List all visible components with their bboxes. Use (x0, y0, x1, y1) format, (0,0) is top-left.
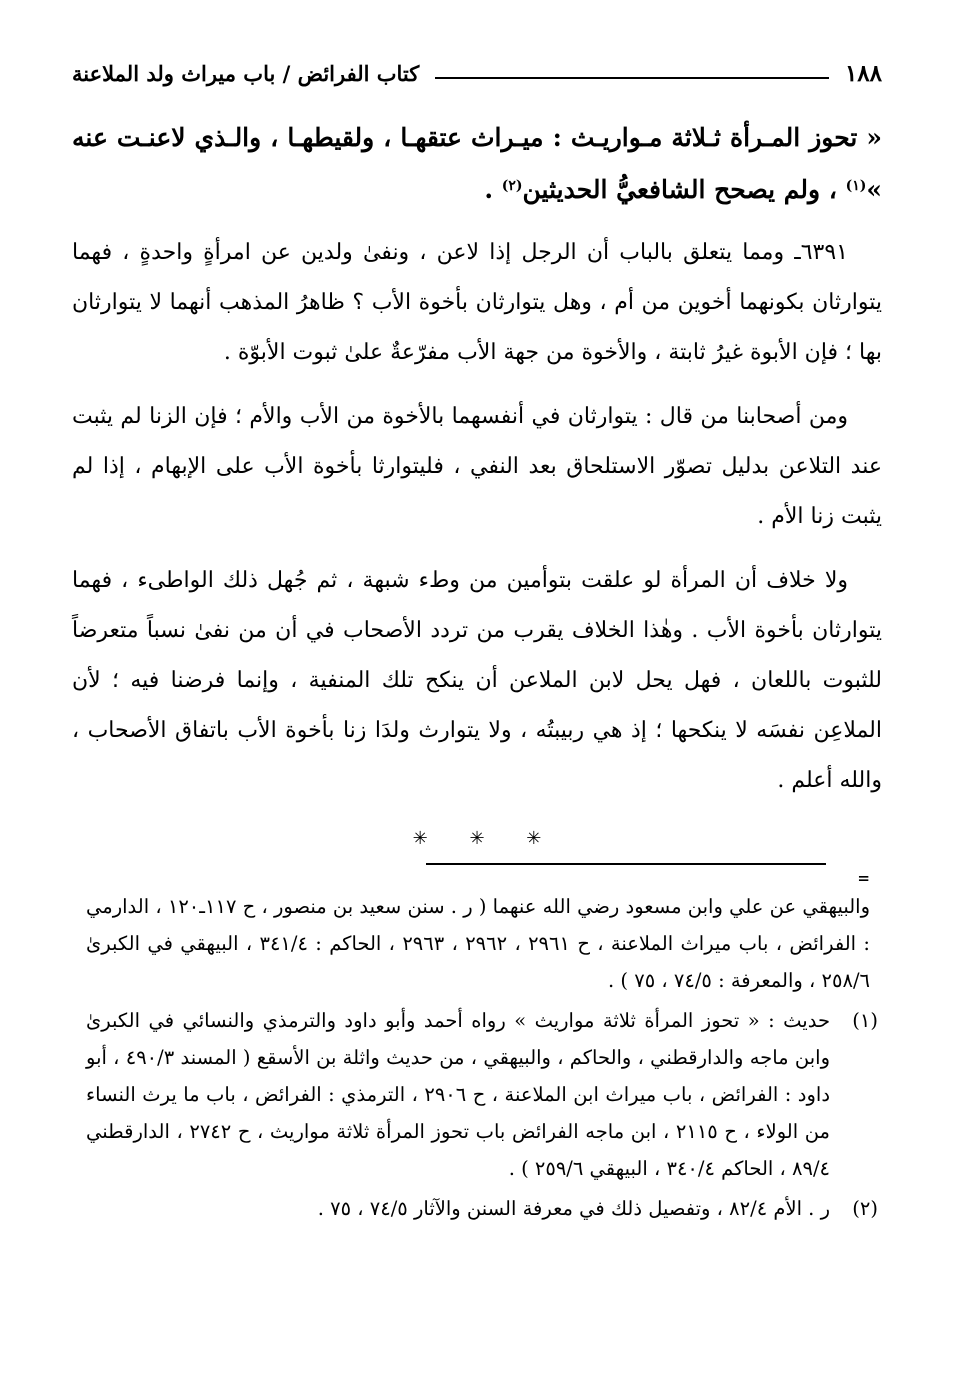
footnote-number: (١) (852, 1009, 878, 1032)
footnote-separator (426, 863, 826, 865)
chapter-title: كتاب الفرائض / باب ميراث ولد الملاعنة (72, 61, 420, 86)
paragraph-text: ومما يتعلق بالباب أن الرجل إذا لاعن ، ونفىٰ ولدين عن امرأةٍ واحدةٍ ، فهما يتوارثان بكونهما أخوين من أم ، وهل يتوارثان بأخوة الأب ؟ ظاهرُ المذهب أنهما لا يتوارثان بها ؛ فإن الأبوة غيرُ ثابتة ، والأخوة من جهة الأب مفرّعةٌ علىٰ ثبوت الأبوّة . (72, 240, 882, 365)
hadith-period: . (484, 175, 502, 204)
footnote-text: ر . الأم ٨٢/٤ ، وتفصيل ذلك في معرفة السنن والآثار ٧٤/٥ ، ٧٥ . (317, 1197, 830, 1220)
footnote-area (72, 863, 882, 1227)
hadith-comment: ، ولم يصحح الشافعيُّ الحديثين (522, 175, 846, 204)
footnote-ref-1: (١) (845, 178, 867, 194)
footnote-text: حديث : « تحوز المرأة ثلاثة مواريث » رواه أحمد وأبو داود والترمذي والنسائي في الكبرىٰ وابن ماجه والدارقطني ، والحاكم ، والبيهقي ، من حديث واثلة بن الأسقع ( المسند ٤٩٠/٣ ، أبو داود : الفرائض ، باب ميراث ابن الملاعنة ، ح ٢٩٠٦ ، الترمذي : الفرائض ، باب ما يرث النساء من الولاء ، ح ٢١١٥ ، ابن ماجه الفرائض باب تحوز المرأة ثلاثة مواريث ، ح ٢٧٤٢ ، الدارقطني ٨٩/٤ ، الحاكم ٣٤٠/٤ ، البيهقي ٢٥٩/٦ ) . (86, 1009, 831, 1180)
section-number: ٦٣٩١ـ (784, 240, 848, 265)
section-divider: ✳ ✳ ✳ (412, 828, 542, 849)
header-rule (435, 77, 829, 79)
footnote-item-1 (86, 1002, 878, 1187)
footnote-continuation-text: والبيهقي عن علي وابن مسعود رضي الله عنهما ( ر . سنن سعيد بن منصور ، ح ١١٧ـ١٢٠ ، الدارمي : الفرائض ، باب ميراث الملاعنة ، ح ٢٩٦١ ، ٢٩٦٢ ، ٢٩٦٣ ، الحاكم : ٣٤١/٤ ، البيهقي في الكبرىٰ ٢٥٨/٦ ، والمعرفة : ٧٤/٥ ، ٧٥ ) . (86, 895, 870, 992)
footnote-number: (٢) (852, 1197, 878, 1220)
footnotes-block (86, 888, 878, 1227)
page-header (72, 60, 882, 87)
footnote-continuation-marker: = (857, 869, 870, 887)
body-paragraph-3: ولا خلاف أن المرأة لو علقت بتوأمين من وطء شبهة ، ثم جُهل ذلك الواطىء ، فهما يتوارثان بأخوة الأب . وهٰذا الخلاف يقرب من تردد الأصحاب في أن من نفىٰ نسباً متعرضاً للثبوت باللعان ، فهل يحل لابن الملاعن أن ينكح تلك المنفية ، وإنما فرضنا فيه ؛ لأن الملاعِن نفسَه لا ينكحها ؛ إذ هي ربيبتُه ، ولا يتوارث ولدَا زنا بأخوة الأب باتفاق الأصحاب ، والله أعلم . (72, 568, 882, 793)
page-body (72, 113, 882, 849)
footnote-ref-2: (٢) (501, 178, 523, 194)
hadith-paragraph (72, 113, 882, 214)
hadith-quote: « تحوز المـرأة ثـلاثة مـواريـث : ميـراث عتقهـا ، ولقيطهـا ، والـذي لاعنـت عنه » (72, 123, 882, 204)
body-paragraph-1 (72, 228, 882, 378)
body-paragraph-2: ومن أصحابنا من قال : يتوارثان في أنفسهما بالأخوة من الأب والأم ؛ فإن الزنا لم يثبت عند التلاعن بدليل تصوّر الاستلحاق بعد النفي ، فليتوارثا بأخوة الأب على الإبهام ، إذا لم يثبت زنا الأم . (72, 404, 882, 529)
page-number: ١٨٨ (844, 60, 882, 87)
footnote-item-2 (86, 1190, 878, 1227)
